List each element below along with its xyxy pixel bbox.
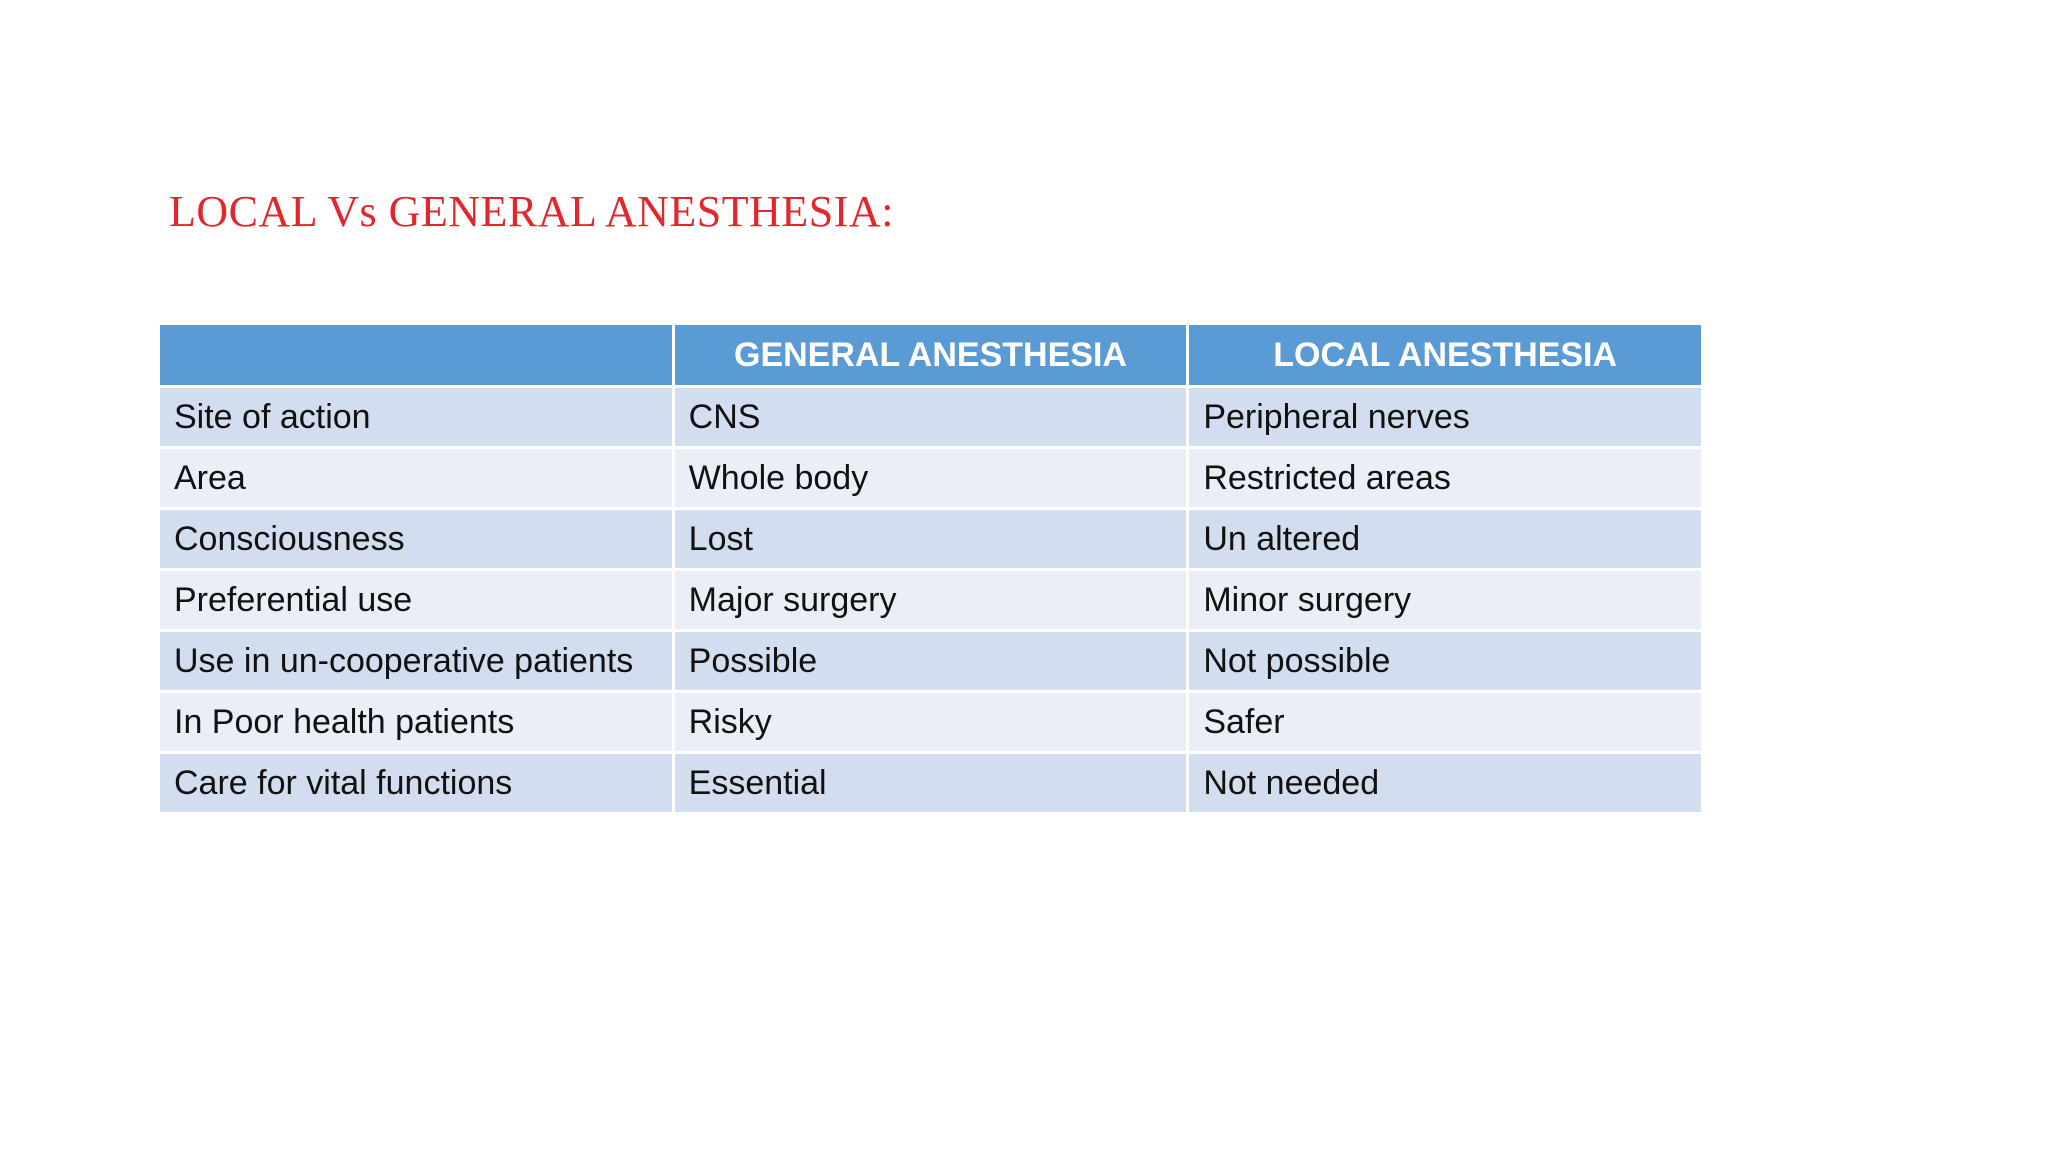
table-row [160, 388, 1701, 446]
table-row [160, 754, 1701, 812]
table-row [160, 632, 1701, 690]
table-header-row [160, 325, 1701, 385]
general-cell: Whole body [675, 449, 1187, 507]
local-cell: Not needed [1189, 754, 1701, 812]
general-cell: CNS [675, 388, 1187, 446]
comparison-table [157, 322, 1704, 815]
local-cell: Not possible [1189, 632, 1701, 690]
row-label: Use in un-cooperative patients [160, 632, 672, 690]
local-cell: Peripheral nerves [1189, 388, 1701, 446]
row-label: In Poor health patients [160, 693, 672, 751]
local-cell: Minor surgery [1189, 571, 1701, 629]
local-cell: Restricted areas [1189, 449, 1701, 507]
general-cell: Risky [675, 693, 1187, 751]
table-row [160, 693, 1701, 751]
general-cell: Major surgery [675, 571, 1187, 629]
header-empty [160, 325, 672, 385]
table-row [160, 571, 1701, 629]
general-cell: Essential [675, 754, 1187, 812]
row-label: Care for vital functions [160, 754, 672, 812]
row-label: Consciousness [160, 510, 672, 568]
table-row [160, 449, 1701, 507]
row-label: Area [160, 449, 672, 507]
general-cell: Lost [675, 510, 1187, 568]
row-label: Preferential use [160, 571, 672, 629]
local-cell: Safer [1189, 693, 1701, 751]
table-row [160, 510, 1701, 568]
header-general-anesthesia: GENERAL ANESTHESIA [675, 325, 1187, 385]
row-label: Site of action [160, 388, 672, 446]
slide-title: LOCAL Vs GENERAL ANESTHESIA: [169, 187, 894, 236]
local-cell: Un altered [1189, 510, 1701, 568]
general-cell: Possible [675, 632, 1187, 690]
header-local-anesthesia: LOCAL ANESTHESIA [1189, 325, 1701, 385]
